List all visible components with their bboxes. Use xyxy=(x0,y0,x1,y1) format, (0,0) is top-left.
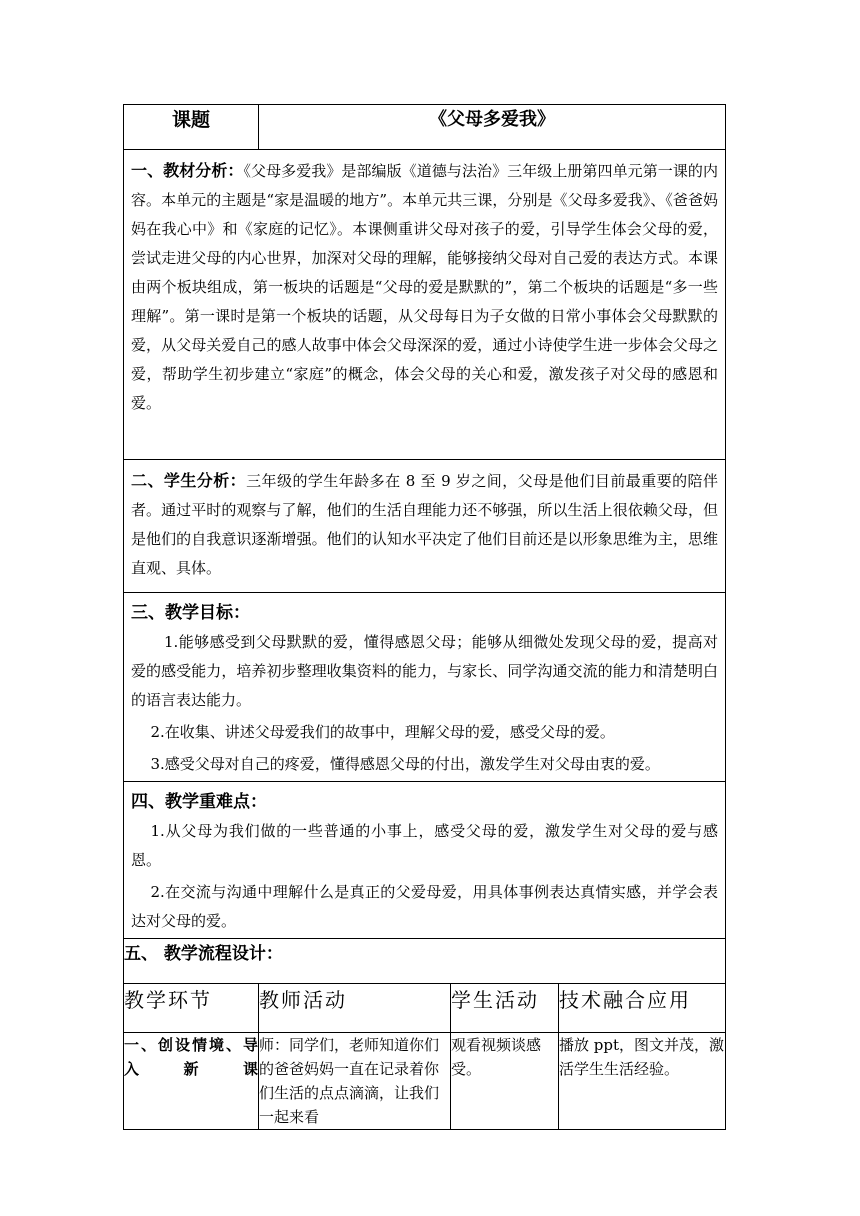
flow-col-student: 学生活动 xyxy=(451,984,559,1033)
topic-label: 课题 xyxy=(124,105,259,150)
section4-heading: 四、教学重难点： xyxy=(131,792,267,812)
flow-row xyxy=(124,1033,726,1130)
flow-col-stage: 教学环节 xyxy=(124,984,259,1033)
section1-heading: 一、教材分析： xyxy=(131,161,244,180)
section5-heading: 五、 教学流程设计： xyxy=(124,939,726,984)
title-row xyxy=(124,105,726,150)
key-point-item: 2.在交流与沟通中理解什么是真正的父爱母爱，用具体事例表达真情实感，并学会表达对父母的爱。 xyxy=(131,883,719,930)
flow-col-teacher: 教师活动 xyxy=(259,984,451,1033)
lesson-title: 《父母多爱我》 xyxy=(259,105,726,150)
section-teaching-goals xyxy=(124,593,726,782)
goal-item: 1.能够感受到父母默默的爱，懂得感恩父母；能够从细微处发现父母的爱，提高对爱的感受能力，培养初步整理收集资料的能力，与家长、同学沟通交流的能力和清楚明白的语言表达能力。 xyxy=(131,633,719,709)
section-key-points xyxy=(124,782,726,939)
section2-heading: 二、学生分析： xyxy=(131,471,247,490)
flow-header-row xyxy=(124,984,726,1033)
lesson-plan-page xyxy=(123,104,725,1130)
section-student-analysis xyxy=(124,460,726,593)
goal-item: 3.感受父母对自己的疼爱，懂得感恩父母的付出，激发学生对父母由衷的爱。 xyxy=(150,755,660,773)
flow-teacher-cell: 师：同学们，老师知道你们的爸爸妈妈一直在记录着你们生活的点点滴滴，让我们一起来看 xyxy=(259,1033,451,1130)
section2-text: 三年级的学生年龄多在 8 至 9 岁之间，父母是他们目前最重要的陪伴者。通过平时的观察与了解，他们的生活自理能力还不够强，所以生活上很依赖父母，但是他们的自我意识逐渐增强。他们的认知水平决定了他们目前还是以形象思维为主，思维直观、具体。 xyxy=(131,472,719,577)
section-flow-title-row xyxy=(124,939,726,984)
key-point-item: 1.从父母为我们做的一些普通的小事上，感受父母的爱，激发学生对父母的爱与感恩。 xyxy=(131,822,719,869)
section1-text: 《父母多爱我》是部编版《道德与法治》三年级上册第四单元第一课的内容。本单元的主题是“家是温暖的地方”。本单元共三课，分别是《父母多爱我》、《爸爸妈妈在我心中》和《家庭的记忆》。本课侧重讲父母对孩子的爱，引导学生体会父母的爱，尝试走进父母的内心世界，加深对父母的理解，能够接纳父母对自己爱的表达方式。本课由两个板块组成，第一板块的话题是“父母的爱是默默的”，第二个板块的话题是“多一些理解”。第一课时是第一个板块的话题，从父母每日为子女做的日常小事体会父母默默的爱，从父母关爱自己的感人故事中体会父母深深的爱，通过小诗使学生进一步体会父母之爱，帮助学生初步建立“家庭”的概念，体会父母的关心和爱，激发孩子对父母的感恩和爱。 xyxy=(131,162,719,412)
flow-student-cell: 观看视频谈感受。 xyxy=(451,1033,559,1130)
section-textbook-analysis xyxy=(124,150,726,460)
flow-tech-cell: 播放 ppt，图文并茂，激活学生生活经验。 xyxy=(559,1033,726,1130)
goal-item: 2.在收集、讲述父母爱我们的故事中，理解父母的爱，感受父母的爱。 xyxy=(150,723,615,741)
lesson-plan-table xyxy=(123,104,726,1130)
flow-stage-cell: 一、创设情境、导入新课 xyxy=(124,1033,259,1130)
section3-heading: 三、教学目标： xyxy=(131,603,250,623)
flow-col-tech: 技术融合应用 xyxy=(559,984,726,1033)
